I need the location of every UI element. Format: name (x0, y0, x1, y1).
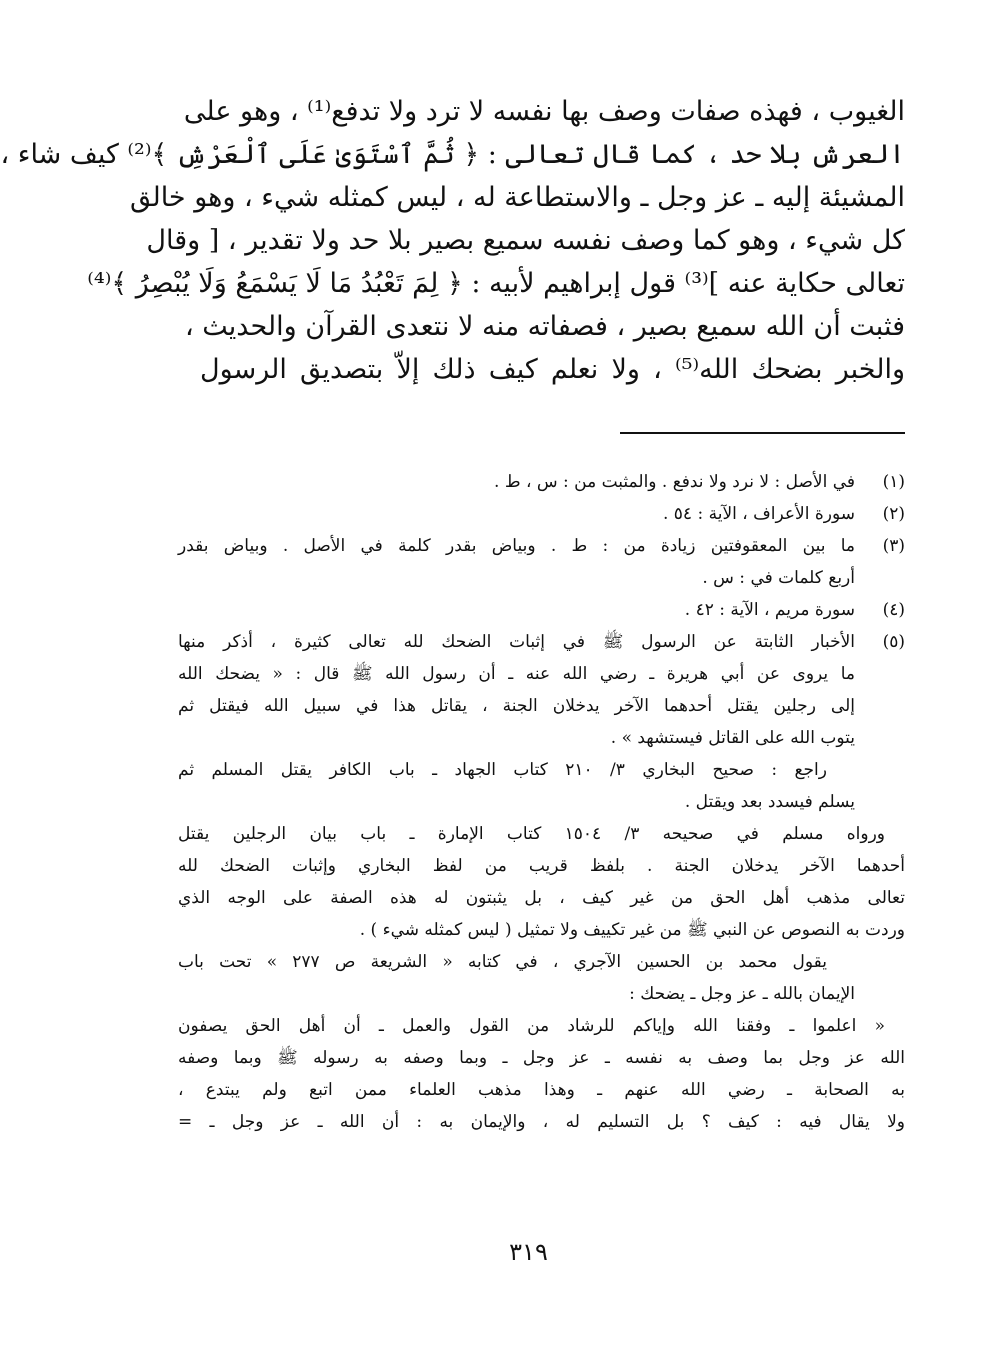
main-text (0, 90, 905, 391)
footnote-paragraph (178, 818, 905, 946)
footnote-line: يتوب الله على القاتل فيستشهد » . (610, 728, 855, 748)
footnote-line: ما بين المعقوفتين زيادة من : ط . وبياض بقدر كلمة في الأصل . وبياض بقدر (178, 536, 855, 556)
footnote-line: الأخبار الثابتة عن الرسول ﷺ في إثبات الضحك لله تعالى كثيرة ، أذكر منها (178, 632, 855, 652)
footnote-text (178, 530, 855, 594)
footnote-line: في الأصل : لا نرد ولا ندفع . والمثبت من : س ، ط . (494, 472, 855, 492)
footnote-paragraph (178, 754, 905, 818)
footnote-line: ورواه مسلم في صحيحه ٣/ ١٥٠٤ كتاب الإمارة ـ باب بيان الرجلين يقتل (178, 824, 885, 844)
footnote-line: ولا يقال فيه : كيف ؟ بل التسليم له ، والإيمان به : أن الله ـ عز وجل ـ = (178, 1112, 905, 1132)
footnote-paragraph (178, 946, 905, 1010)
main-text-line: العرش بلا حد ، كما قال تعالى : ﴿ ثُمَّ ٱسْتَوَىٰ عَلَى ٱلْعَرْشِ ﴾⁽²⁾ كيف شاء ، (0, 139, 905, 170)
footnote-paragraph (178, 1010, 905, 1138)
page-number: ٣١٩ (509, 1238, 548, 1266)
footnote-number: (٥) (882, 632, 905, 652)
footnote (178, 594, 905, 626)
footnote-number: (٢) (882, 504, 905, 524)
footnote-number: (٣) (882, 536, 905, 556)
footnote-line: سورة الأعراف ، الآية : ٥٤ . (662, 504, 855, 524)
footnote-line: سورة مريم ، الآية : ٤٢ . (684, 600, 855, 620)
footnote-line: أحدهما الآخر يدخلان الجنة . بلفظ قريب من لفظ البخاري وإثبات الضحك لله (178, 856, 905, 876)
main-text-line: والخبر بضحك الله⁽⁵⁾ ، ولا نعلم كيف ذلك إلاّ بتصديق الرسول (200, 354, 905, 385)
main-text-line: المشيئة إليه ـ عز وجل ـ والاستطاعة له ، ليس كمثله شيء ، وهو خالق (129, 182, 905, 213)
main-text-line: كل شيء ، وهو كما وصف نفسه سميع بصير بلا حد ولا تقدير ، [ وقال (146, 225, 905, 256)
footnote-text (178, 594, 855, 626)
footnote-line: يسلم فيسدد بعد ويقتل . (684, 792, 855, 812)
footnote-line: « اعلموا ـ وفقنا الله وإياكم للرشاد من القول والعمل ـ أن أهل الحق يصفون (178, 1016, 885, 1036)
footnote-text (178, 466, 855, 498)
footnote-line: ما يروى عن أبي هريرة ـ رضي الله عنه ـ أن رسول الله ﷺ قال : « يضحك الله (178, 664, 855, 684)
footnotes-section (178, 466, 905, 1138)
footnote (178, 530, 905, 594)
footnote-line: الله عز وجل بما وصف به نفسه ـ عز وجل ـ وبما وصفه به رسوله ﷺ وبما وصفه (178, 1048, 905, 1068)
footnote (178, 466, 905, 498)
footnote-line: إلى رجلين يقتل أحدهما الآخر يدخلان الجنة ، يقاتل هذا في سبيل الله فيقتل ثم (178, 696, 855, 716)
footnote-line: به الصحابة ـ رضي الله عنهم ـ وهذا مذهب العلماء ممن اتبع ولم يبتدع ، (178, 1080, 905, 1100)
main-text-line: الغيوب ، فهذه صفات وصف بها نفسه لا ترد ولا تدفع⁽¹⁾ ، وهو على (183, 96, 905, 127)
footnote-line: راجع : صحيح البخاري ٣/ ٢١٠ كتاب الجهاد ـ باب الكافر يقتل المسلم ثم (178, 760, 827, 780)
footnote-line: يقول محمد بن الحسين الآجري ، في كتابه « الشريعة ص ٢٧٧ » تحت باب (178, 952, 827, 972)
footnote-text (178, 626, 855, 754)
footnote (178, 626, 905, 754)
footnote-line: الإيمان بالله ـ عز وجل ـ يضحك : (629, 984, 855, 1004)
main-text-line: فثبت أن الله سميع بصير ، فصفاته منه لا نتعدى القرآن والحديث ، (184, 311, 905, 342)
main-text-line: تعالى حكاية عنه ]⁽³⁾ قول إبراهيم لأبيه : ﴿ لِمَ تَعْبُدُ مَا لَا يَسْمَعُ وَلَا يُبْصِرُ ﴾⁽⁴⁾ (87, 268, 905, 299)
footnote-number: (٤) (882, 600, 905, 620)
footnote-line: أربع كلمات في : س . (702, 568, 855, 588)
footnote-line: تعالى مذهب أهل الحق من غير كيف ، بل يثبتون له هذه الصفة على الوجه الذي (178, 888, 905, 908)
footnote-number: (١) (882, 472, 905, 492)
footnote-separator (620, 432, 905, 434)
footnote (178, 498, 905, 530)
footnote-line: وردت به النصوص عن النبي ﷺ من غير تكييف ولا تمثيل ( ليس كمثله شيء ) . (359, 920, 905, 940)
footnote-text (178, 498, 855, 530)
